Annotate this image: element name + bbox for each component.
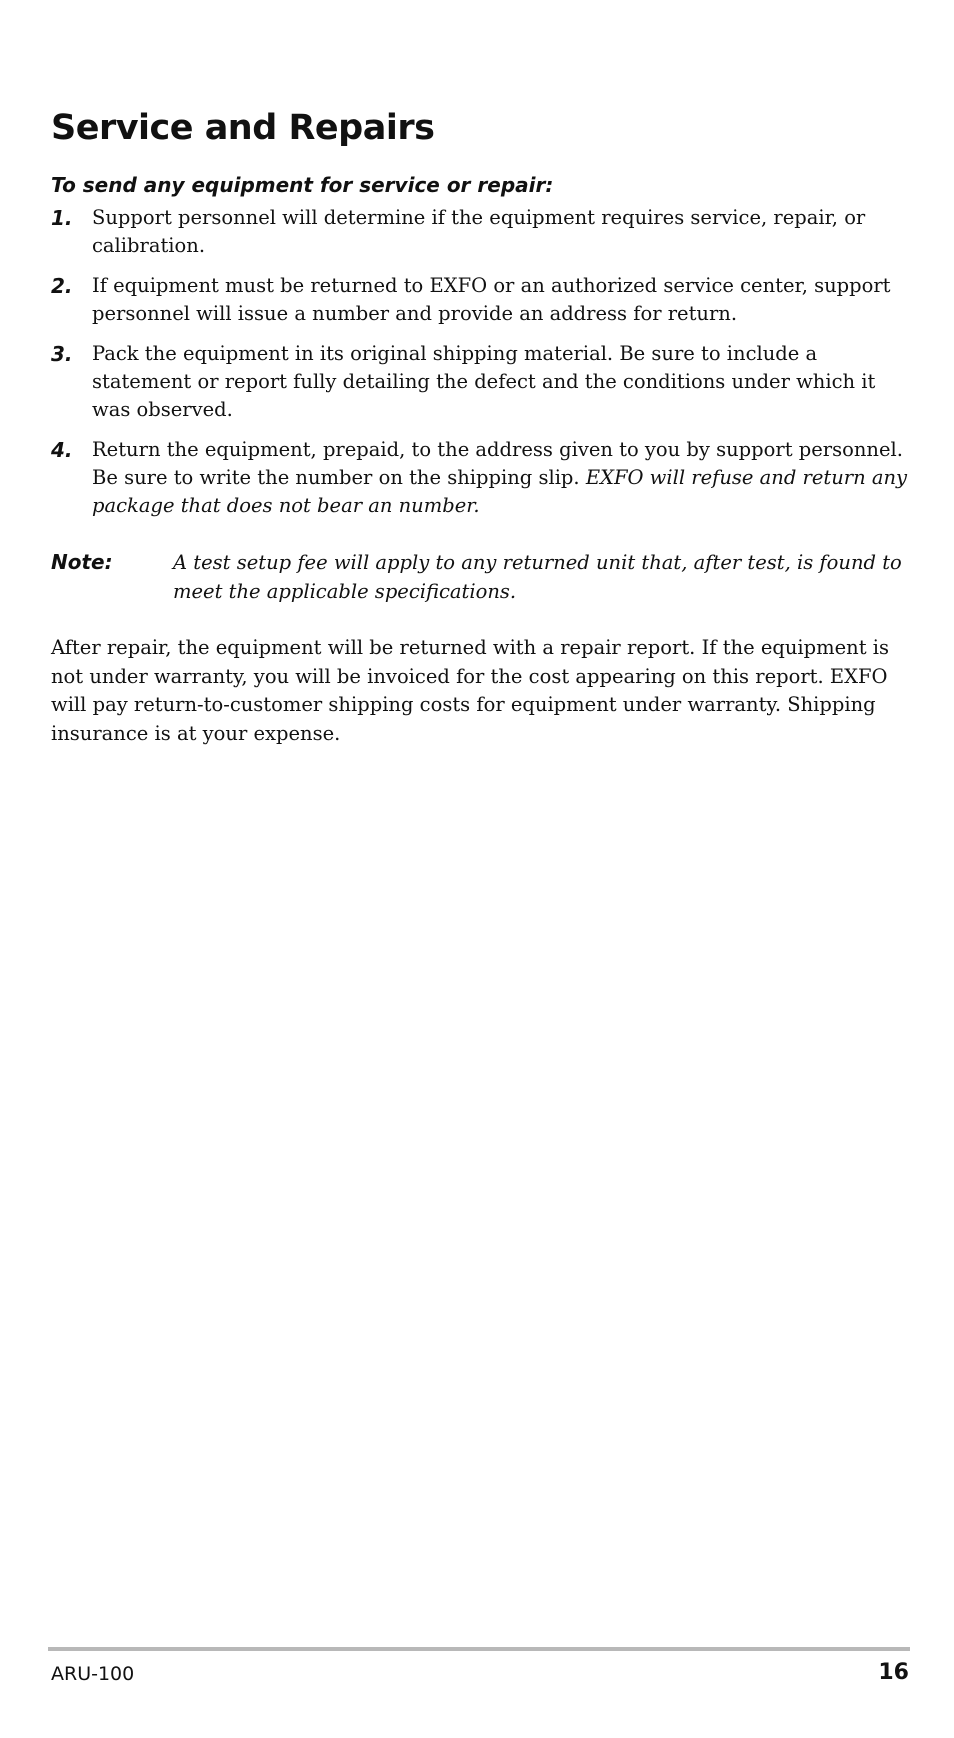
note xyxy=(51,548,911,606)
step-number: 4. xyxy=(51,438,73,463)
page-title: Service and Repairs xyxy=(51,108,435,148)
repair-paragraph: After repair, the equipment will be returned with a repair report. If the equipment is not under warranty, you will be invoiced for the cost appearing on this report. EXFO will pay return-to-customer shipping costs for equipment under warranty. Shipping insurance is at your expense. xyxy=(51,636,890,745)
footer-divider xyxy=(48,1647,910,1651)
document-body xyxy=(51,108,911,768)
step-warning-text: EXFO will refuse and return any package that does not bear an number. xyxy=(92,466,908,518)
step-text: Return the equipment, prepaid, to the address given to you by support personnel. Be sure to write the number on the shipping slip. xyxy=(92,438,903,490)
step-number: 3. xyxy=(51,342,73,367)
step-2 xyxy=(51,272,911,328)
note-label: Note: xyxy=(51,550,113,575)
step-number: 2. xyxy=(51,274,73,299)
step-3 xyxy=(51,340,911,424)
step-text: Pack the equipment in its original shipping material. Be sure to include a statement or report fully detailing the defect and the conditions under which it was observed. xyxy=(92,342,876,422)
step-1 xyxy=(51,204,911,260)
step-text: Support personnel will determine if the equipment requires service, repair, or calibration. xyxy=(92,206,866,258)
page-number: 16 xyxy=(878,1660,909,1685)
step-number: 1. xyxy=(51,206,73,231)
procedure-steps xyxy=(51,204,911,520)
step-text: If equipment must be returned to EXFO or an authorized service center, support personnel will issue a number and provide an address for return. xyxy=(92,274,891,326)
procedure-heading: To send any equipment for service or repair: xyxy=(51,173,554,198)
footer-doc-id: ARU-100 xyxy=(51,1663,135,1685)
note-text: A test setup fee will apply to any returned unit that, after test, is found to meet the applicable specifications. xyxy=(173,551,902,604)
step-4 xyxy=(51,436,911,520)
